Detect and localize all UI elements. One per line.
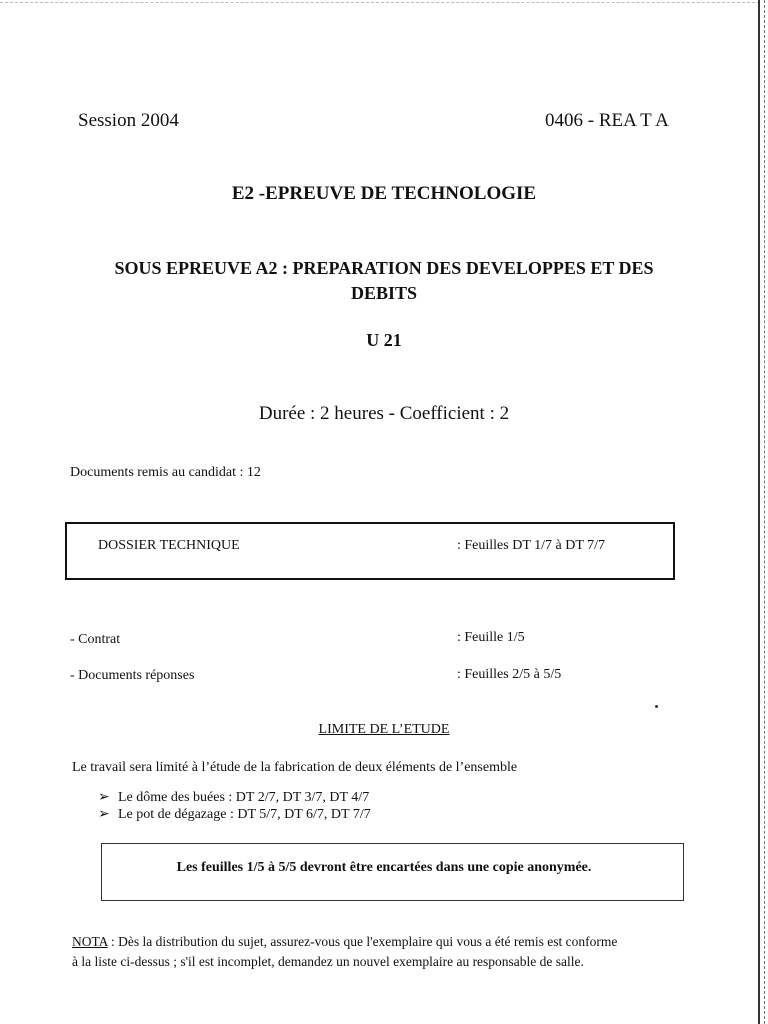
arrow-bullet-icon: ➢: [98, 790, 110, 805]
item-documents-reponses-label: - Documents réponses: [70, 668, 195, 683]
dossier-technique-sheets: : Feuilles DT 1/7 à DT 7/7: [457, 538, 606, 553]
list-item: [98, 789, 369, 806]
nota-line2: à la liste ci-dessus ; s'il est incomplet, demandez un nouvel exemplaire au responsable de salle.: [72, 954, 584, 969]
item-documents-reponses-sheets: : Feuilles 2/5 à 5/5: [457, 667, 562, 682]
scan-speck: [655, 705, 658, 708]
notice-text: Les feuilles 1/5 à 5/5 devront être encartées dans une copie anonymée.: [176, 860, 592, 875]
limit-intro: Le travail sera limité à l’étude de la fabrication de deux éléments de l’ensemble: [72, 760, 518, 775]
arrow-bullet-icon: ➢: [98, 807, 110, 822]
session-label: Session 2004: [78, 110, 179, 131]
nota-label: NOTA: [72, 934, 108, 949]
exam-code: 0406 - REA T A: [545, 110, 669, 131]
item-contrat-label: - Contrat: [70, 632, 121, 647]
nota-line1: [72, 934, 617, 950]
limit-heading: LIMITE DE L’ETUDE: [318, 722, 450, 737]
duration-coefficient: Durée : 2 heures - Coefficient : 2: [258, 403, 510, 424]
item-contrat-sheets: : Feuille 1/5: [457, 630, 525, 645]
bullet-text-dome: Le dôme des buées : DT 2/7, DT 3/7, DT 4/7: [118, 790, 370, 805]
nota-line1-text: : Dès la distribution du sujet, assurez-vous que l'exemplaire qui vous a été remis est conforme: [107, 934, 618, 949]
scan-top-edge: [0, 2, 760, 3]
documents-count: Documents remis au candidat : 12: [70, 465, 261, 480]
unit-code: U 21: [366, 330, 402, 350]
sub-exam-title-line2: DEBITS: [350, 283, 418, 303]
dossier-technique-label: DOSSIER TECHNIQUE: [98, 538, 240, 553]
list-item: [98, 806, 371, 823]
bullet-text-pot: Le pot de dégazage : DT 5/7, DT 6/7, DT 7/7: [118, 807, 371, 822]
exam-title: E2 -EPREUVE DE TECHNOLOGIE: [231, 183, 537, 204]
sub-exam-title-line1: SOUS EPREUVE A2 : PREPARATION DES DEVELOPPES ET DES: [114, 258, 654, 278]
